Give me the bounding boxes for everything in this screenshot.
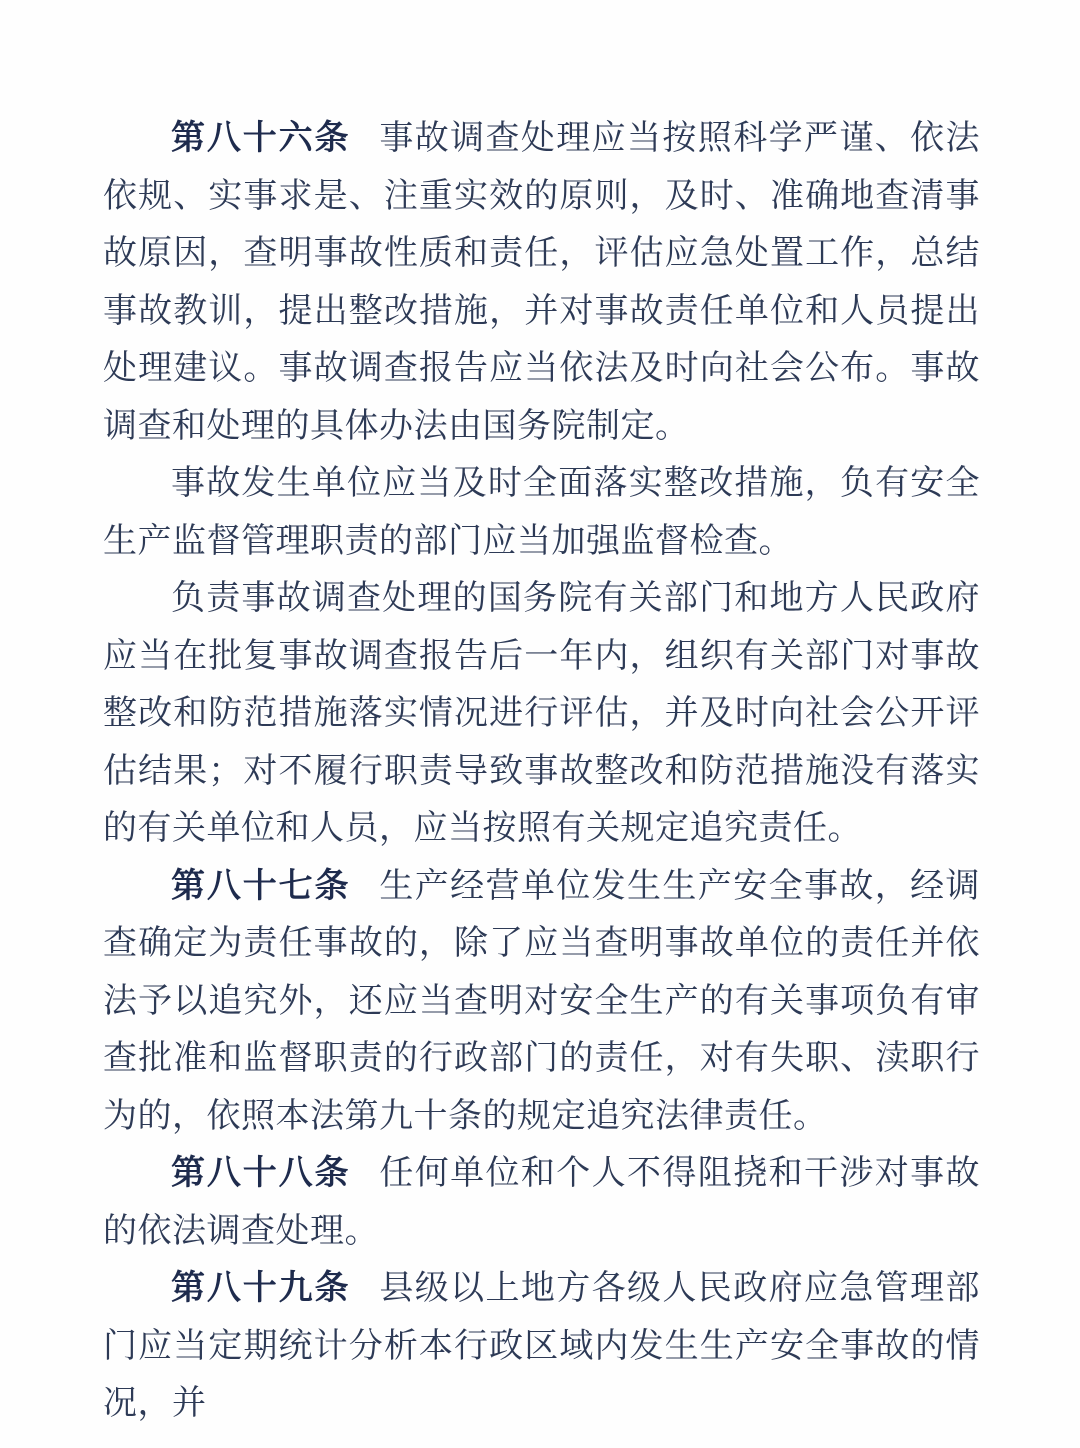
article-number-86: 第八十六条	[171, 119, 351, 157]
document-body	[103, 110, 980, 1433]
article-number-87: 第八十七条	[171, 866, 351, 905]
paragraph-article-86	[103, 110, 980, 455]
article-text: 事故调查处理应当按照科学严谨、依法依规、实事求是、注重实效的原则，及时、准确地查清事故原因，查明事故性质和责任，评估应急处置工作，总结事故教训，提出整改措施，并对事故责任单位和人员提出处理建议。事故调查报告应当依法及时向社会公布。事故调查和处理的具体办法由国务院制定。	[103, 120, 981, 445]
article-text: 事故发生单位应当及时全面落实整改措施，负有安全生产监督管理职责的部门应当加强监督检查。	[103, 465, 980, 560]
paragraph-article-88	[103, 1145, 980, 1260]
article-text: 负责事故调查处理的国务院有关部门和地方人民政府应当在批复事故调查报告后一年内，组织有关部门对事故整改和防范措施落实情况进行评估，并及时向社会公开评估结果；对不履行职责导致事故整改和防范措施没有落实的有关单位和人员，应当按照有关规定追究责任。	[103, 580, 980, 847]
article-text: 任何单位和个人不得阻挠和干涉对事故的依法调查处理。	[103, 1155, 981, 1250]
paragraph-article-89	[103, 1260, 980, 1433]
article-number-89: 第八十九条	[171, 1269, 351, 1307]
paragraph-article-86-clause-3	[103, 570, 980, 858]
paragraph-article-86-clause-2	[103, 455, 980, 570]
article-number-88: 第八十八条	[171, 1154, 351, 1192]
article-text: 生产经营单位发生生产安全事故，经调查确定为责任事故的，除了应当查明事故单位的责任并依法予以追究外，还应当查明对安全生产的有关事项负有审查批准和监督职责的行政部门的责任，对有失职、渎职行为的，依照本法第九十条的规定追究法律责任。	[103, 867, 981, 1135]
paragraph-article-87	[103, 858, 980, 1146]
article-text: 县级以上地方各级人民政府应急管理部门应当定期统计分析本行政区域内发生生产安全事故的情况，并	[103, 1270, 981, 1422]
